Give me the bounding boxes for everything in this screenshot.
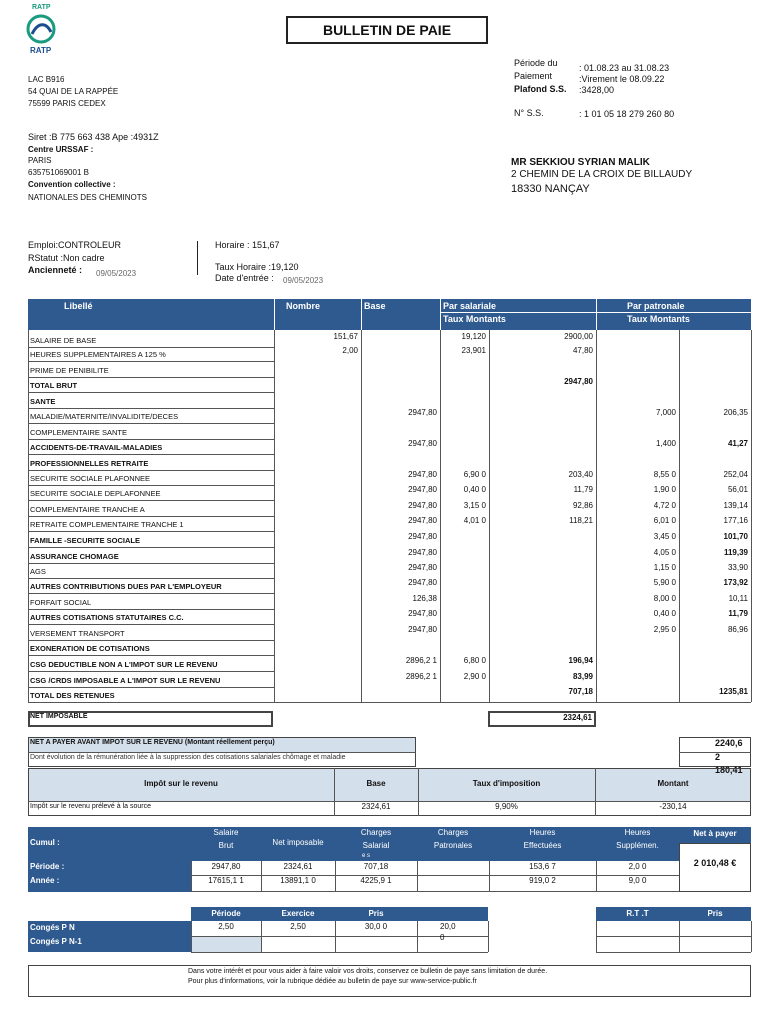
conges-solde: 20,0 xyxy=(440,922,456,931)
cumul-label: Cumul : xyxy=(30,838,60,847)
table-row-line xyxy=(28,439,274,440)
conges-line xyxy=(679,921,680,952)
table-cell-base: 2947,80 xyxy=(408,501,437,510)
impot-h-base: Base xyxy=(366,779,386,788)
period-label-periode: Période du xyxy=(514,58,558,68)
table-cell-taux-p: 8,55 0 xyxy=(653,470,676,479)
document-title: BULLETIN DE PAIE xyxy=(286,16,488,44)
cumul-annee-cell: 13891,1 0 xyxy=(280,876,316,885)
job-statut: RStatut :Non cadre xyxy=(28,253,105,263)
table-cell-montant-p: 56,01 xyxy=(727,485,748,494)
table-row-label: AUTRES CONTRIBUTIONS DUES PAR L'EMPLOYEUR xyxy=(30,582,222,591)
table-row-label: AUTRES COTISATIONS STATUTAIRES C.C. xyxy=(30,613,184,622)
table-row-label: EXONERATION DE COTISATIONS xyxy=(30,644,150,653)
table-cell-base: 2947,80 xyxy=(408,408,437,417)
net-payer-value-3: 180,41 xyxy=(715,765,743,775)
table-cell-taux-s: 0,40 0 xyxy=(463,485,486,494)
conges-h-pris2: Pris xyxy=(707,909,723,918)
table-cell-taux-p: 4,72 0 xyxy=(653,501,676,510)
hdr-divider xyxy=(361,299,362,330)
impot-row-taux: 9,90% xyxy=(495,802,518,811)
table-cell-taux-s: 4,01 0 xyxy=(463,516,486,525)
cumul-periode-label: Période : xyxy=(30,862,65,871)
table-row-label: HEURES SUPPLEMENTAIRES A 125 % xyxy=(30,350,166,359)
table-cell-base: 2947,80 xyxy=(408,470,437,479)
cumul-col-line xyxy=(596,861,597,892)
cumul-periode-cell: 2324,61 xyxy=(283,862,313,871)
table-cell-montant-p: 11,79 xyxy=(728,609,748,618)
ratp-logo xyxy=(22,4,62,56)
table-cell-taux-p: 0,40 0 xyxy=(653,609,676,618)
table-cell-base: 2947,80 xyxy=(408,548,437,557)
table-row-line xyxy=(28,347,274,348)
table-cell-taux-p: 1,90 0 xyxy=(653,485,676,494)
table-row-label: COMPLEMENTAIRE TRANCHE A xyxy=(30,505,145,514)
table-cell-montant-p: 1235,81 xyxy=(719,687,748,696)
convention-label: Convention collective : xyxy=(28,180,116,189)
table-cell-montant-p: 119,39 xyxy=(723,548,748,557)
urssaf-number: 635751069001 B xyxy=(28,168,89,177)
period-label-plafond: Plafond S.S. xyxy=(514,84,567,94)
cumul-annee-cell: 919,0 2 xyxy=(529,876,556,885)
table-cell-base: 2896,2 1 xyxy=(405,656,437,665)
table-cell-base: 2947,80 xyxy=(408,485,437,494)
table-row-line xyxy=(28,531,274,532)
table-cell-base: 2947,80 xyxy=(408,532,437,541)
col-taux-montants-p: Taux Montants xyxy=(627,314,690,324)
net-payer-divider xyxy=(28,752,416,753)
table-row-line xyxy=(28,655,274,656)
table-row-line xyxy=(28,593,274,594)
cumul-h-netpay: Net à payer xyxy=(693,829,737,838)
hdr-divider xyxy=(440,299,441,330)
cumul-annee-cell: 17615,1 1 xyxy=(208,876,244,885)
col-base: Base xyxy=(364,301,386,311)
employer-line-2: 54 QUAI DE LA RAPPÉE xyxy=(28,87,119,96)
convention-value: NATIONALES DES CHEMINOTS xyxy=(28,193,147,202)
table-cell-taux-p: 6,01 0 xyxy=(653,516,676,525)
table-row-line xyxy=(28,516,274,517)
col-par-patronale: Par patronale xyxy=(627,301,685,311)
net-payer-value-2: 2 xyxy=(715,752,721,762)
table-row-line xyxy=(28,454,274,455)
cumul-col-line xyxy=(417,861,418,892)
conges-n1-cell xyxy=(191,936,261,952)
table-cell-montant-s: 47,80 xyxy=(572,346,593,355)
table-row-label: FORFAIT SOCIAL xyxy=(30,598,92,607)
table-cell-taux-p: 2,95 0 xyxy=(653,625,676,634)
job-separator xyxy=(197,241,198,275)
conges-line xyxy=(417,921,418,952)
footer-line-2: Pour plus d'informations, voir la rubrique dédiée au bulletin de paye sur www-service-public.fr xyxy=(188,978,477,985)
col-par-salariale: Par salariale xyxy=(443,301,497,311)
urssaf-city: PARIS xyxy=(28,156,52,165)
job-anciennete-value: 09/05/2023 xyxy=(96,269,137,278)
table-cell-montant-p: 139,14 xyxy=(723,501,748,510)
table-row-label: CSG DEDUCTIBLE NON A L'IMPOT SUR LE REVENU xyxy=(30,660,218,669)
table-cell-taux-s: 19,120 xyxy=(461,332,486,341)
table-cell-taux-p: 7,000 xyxy=(655,408,676,417)
table-column-line xyxy=(751,330,752,702)
job-emploi: Emploi:CONTROLEUR xyxy=(28,240,122,250)
table-cell-montant-p: 10,11 xyxy=(728,594,748,603)
cumul-netpay-value: 2 010,48 € xyxy=(693,858,737,868)
employer-line-1: LAC B916 xyxy=(28,75,65,84)
cumul-annee-cell: 4225,9 1 xyxy=(360,876,392,885)
hdr-divider xyxy=(596,299,597,330)
net-payer-note: Dont évolution de la rémunération liée à la suppression des cotisations salariales chômage et maladie xyxy=(30,754,346,761)
table-row-label: SECURITE SOCIALE DEPLAFONNEE xyxy=(30,489,161,498)
net-payer-value-1: 2240,6 xyxy=(715,738,743,748)
table-row-line xyxy=(28,485,274,486)
employee-address-2: 18330 NANÇAY xyxy=(511,183,590,195)
cumul-h-salaire2: Brut xyxy=(218,841,234,850)
cumul-h-salaire1: Salaire xyxy=(213,828,239,837)
table-cell-base: 2947,80 xyxy=(408,625,437,634)
table-row-label: RETRAITE COMPLEMENTAIRE TRANCHE 1 xyxy=(30,520,184,529)
table-row-line xyxy=(28,687,274,688)
impot-row-base: 2324,61 xyxy=(361,802,391,811)
net-imposable-label: NET IMPOSABLE xyxy=(30,713,88,720)
table-row-line xyxy=(28,671,274,672)
table-cell-base: 2947,80 xyxy=(408,578,437,587)
period-value-paiement: :Virement le 08.09.22 xyxy=(579,74,665,84)
period-label-ss: N° S.S. xyxy=(514,108,544,118)
job-anciennete-label: Ancienneté : xyxy=(28,265,83,275)
cumul-h-charges2: Salarial xyxy=(362,841,390,850)
cumul-col-line xyxy=(191,861,192,892)
table-cell-taux-s: 6,90 0 xyxy=(463,470,486,479)
table-row-line xyxy=(28,361,274,362)
table-cell-montant-s: 203,40 xyxy=(568,470,593,479)
logo-top-text: RATP xyxy=(32,4,51,11)
table-cell-nombre: 151,67 xyxy=(333,332,358,341)
table-row-label: CSG /CRDS IMPOSABLE A L'IMPOT SUR LE REVENU xyxy=(30,676,221,685)
period-value-periode: : 01.08.23 au 31.08.23 xyxy=(579,63,670,73)
table-cell-taux-p: 8,00 0 xyxy=(653,594,676,603)
table-row-line xyxy=(28,423,274,424)
table-cell-montant-p: 206,35 xyxy=(723,408,748,417)
table-bottom-line xyxy=(28,702,751,703)
table-row-line xyxy=(28,408,274,409)
table-cell-montant-s: 83,99 xyxy=(572,672,593,681)
col-taux-montants-s: Taux Montants xyxy=(443,314,506,324)
cumul-h-charges3: e s xyxy=(361,853,370,859)
table-row-line xyxy=(28,624,274,625)
table-row-label: SECURITE SOCIALE PLAFONNEE xyxy=(30,474,151,483)
conges-h-exercice: Exercice xyxy=(281,909,315,918)
table-row-label: TOTAL DES RETENUES xyxy=(30,691,115,700)
impot-row-label: Impôt sur le revenu prélevé à la source xyxy=(30,803,152,810)
table-cell-montant-s: 707,18 xyxy=(568,687,593,696)
conges-line xyxy=(191,952,488,953)
table-cell-montant-p: 177,16 xyxy=(723,516,748,525)
conges-line xyxy=(596,936,751,937)
logo-bottom-text: RATP xyxy=(30,46,52,55)
table-row-label: MALADIE/MATERNITE/INVALIDITE/DECES xyxy=(30,412,179,421)
table-cell-taux-s: 23,901 xyxy=(461,346,486,355)
conges-solde-2: 0 xyxy=(440,933,445,942)
table-row-line xyxy=(28,500,274,501)
conges-line xyxy=(596,952,751,953)
table-cell-base: 2947,80 xyxy=(408,609,437,618)
table-cell-taux-p: 5,90 0 xyxy=(653,578,676,587)
period-value-ss: : 1 01 05 18 279 260 80 xyxy=(579,109,675,119)
table-cell-montant-s: 92,86 xyxy=(572,501,593,510)
table-cell-base: 2947,80 xyxy=(408,563,437,572)
cumul-h-hsup1: Heures xyxy=(624,828,651,837)
table-row-line xyxy=(28,377,274,378)
impot-h-taux: Taux d'imposition xyxy=(472,779,541,788)
conges-pris: 30,0 0 xyxy=(364,922,388,931)
table-cell-taux-s: 2,90 0 xyxy=(463,672,486,681)
table-row-line xyxy=(28,578,274,579)
hdr-divider xyxy=(274,299,275,330)
net-imposable-value: 2324,61 xyxy=(563,713,592,722)
conges-h-pris: Pris xyxy=(368,909,384,918)
cumul-col-line xyxy=(261,861,262,892)
table-row-label: PROFESSIONNELLES RETRAITE xyxy=(30,459,149,468)
employer-siret: Siret :B 775 663 438 Ape :4931Z xyxy=(28,132,159,142)
col-libelle: Libellé xyxy=(64,301,93,311)
period-value-plafond: :3428,00 xyxy=(579,85,615,95)
table-cell-taux-p: 3,45 0 xyxy=(653,532,676,541)
conges-line xyxy=(488,921,489,952)
table-cell-montant-p: 41,27 xyxy=(727,439,748,448)
table-column-line xyxy=(274,330,275,702)
cumul-line xyxy=(191,891,679,892)
table-cell-nombre: 2,00 xyxy=(342,346,358,355)
table-row-line xyxy=(28,547,274,548)
table-cell-montant-s: 2900,00 xyxy=(564,332,593,341)
period-label-paiement: Paiement xyxy=(514,71,553,81)
table-cell-taux-p: 1,15 0 xyxy=(653,563,676,572)
cumul-h-chpat2: Patronales xyxy=(433,841,473,850)
table-cell-montant-s: 11,79 xyxy=(573,485,593,494)
cumul-col-line xyxy=(489,861,490,892)
cumul-h-chpat1: Charges xyxy=(437,828,469,837)
cumul-h-hsup2: Supplémen. xyxy=(616,841,659,850)
employee-name: MR SEKKIOU SYRIAN MALIK xyxy=(511,157,650,168)
cumul-h-heures1: Heures xyxy=(529,828,556,837)
cumul-line xyxy=(191,875,679,876)
job-taux-horaire: Taux Horaire :19,120 xyxy=(215,262,299,272)
conges-periode: 2,50 xyxy=(218,922,234,931)
cumul-h-heures2: Effectuées xyxy=(523,841,562,850)
table-cell-taux-s: 3,15 0 xyxy=(463,501,486,510)
cumul-h-net: Net imposable xyxy=(272,838,324,847)
table-row-line xyxy=(28,392,274,393)
table-row-label: COMPLEMENTAIRE SANTE xyxy=(30,428,127,437)
conges-line xyxy=(751,921,752,952)
table-row-label: AGS xyxy=(30,567,46,576)
table-row-line xyxy=(28,640,274,641)
table-cell-montant-s: 118,21 xyxy=(569,516,593,525)
table-cell-montant-p: 86,96 xyxy=(727,625,748,634)
cumul-periode-cell: 153,6 7 xyxy=(529,862,556,871)
job-horaire: Horaire : 151,67 xyxy=(215,240,280,250)
table-row-label: VERSEMENT TRANSPORT xyxy=(30,629,125,638)
table-row-label: SALAIRE DE BASE xyxy=(30,336,97,345)
table-cell-montant-p: 101,70 xyxy=(723,532,748,541)
footer-line-1: Dans votre intérêt et pour vous aider à faire valoir vos droits, conservez ce bulletin de paye sans limitation de durée. xyxy=(188,968,548,975)
table-row-label: ASSURANCE CHOMAGE xyxy=(30,552,119,561)
conges-row1-label: Congés P N xyxy=(30,923,75,932)
table-row-label: ACCIDENTS-DE-TRAVAIL-MALADIES xyxy=(30,443,163,452)
conges-exercice: 2,50 xyxy=(290,922,306,931)
cumul-h-charges1: Charges xyxy=(360,828,392,837)
net-payer-label: NET A PAYER AVANT IMPOT SUR LE REVENU (Montant réellement perçu) xyxy=(30,739,275,746)
table-row-line xyxy=(28,470,274,471)
employer-line-3: 75599 PARIS CEDEX xyxy=(28,99,106,108)
table-cell-base: 2896,2 1 xyxy=(405,672,437,681)
cumul-annee-cell: 9,0 0 xyxy=(628,876,647,885)
table-cell-montant-s: 196,94 xyxy=(568,656,593,665)
conges-h-periode: Période xyxy=(211,909,241,918)
hdr-divider xyxy=(440,312,751,313)
conges-h-rtt: R.T .T xyxy=(626,909,649,918)
table-row-line xyxy=(28,563,274,564)
table-cell-base: 2947,80 xyxy=(408,516,437,525)
urssaf-label: Centre URSSAF : xyxy=(28,145,94,154)
job-date-entree-label: Date d'entrée : xyxy=(215,273,274,283)
table-cell-taux-s: 6,80 0 xyxy=(463,656,486,665)
table-row-line xyxy=(28,609,274,610)
logo-mark-icon xyxy=(26,14,56,44)
cumul-col-line xyxy=(335,861,336,892)
table-row-label: TOTAL BRUT xyxy=(30,381,78,390)
table-cell-montant-p: 33,90 xyxy=(727,563,748,572)
col-nombre: Nombre xyxy=(286,301,321,311)
impot-h-montant: Montant xyxy=(657,779,689,788)
cumul-annee-label: Année : xyxy=(30,876,60,885)
table-row-label: PRIME DE PENIBILITE xyxy=(30,366,109,375)
job-date-entree-value: 09/05/2023 xyxy=(283,276,324,285)
conges-row2-label: Congés P N-1 xyxy=(30,937,82,946)
table-row-label: SANTE xyxy=(30,397,56,406)
table-cell-base: 2947,80 xyxy=(408,439,437,448)
table-cell-taux-p: 1,400 xyxy=(655,439,676,448)
table-row-label: FAMILLE -SECURITE SOCIALE xyxy=(30,536,141,545)
impot-h-label: Impôt sur le revenu xyxy=(144,779,218,788)
table-cell-montant-p: 252,04 xyxy=(723,470,748,479)
table-cell-taux-p: 4,05 0 xyxy=(653,548,676,557)
conges-line xyxy=(596,921,597,952)
employee-address-1: 2 CHEMIN DE LA CROIX DE BILLAUDY xyxy=(511,169,693,180)
impot-row-montant: -230,14 xyxy=(659,802,687,811)
table-cell-montant-s: 2947,80 xyxy=(564,377,593,386)
table-cell-montant-p: 173,92 xyxy=(723,578,748,587)
cumul-periode-cell: 2947,80 xyxy=(211,862,241,871)
cumul-periode-cell: 707,18 xyxy=(363,862,389,871)
cumul-periode-cell: 2,0 0 xyxy=(628,862,647,871)
table-cell-base: 126,38 xyxy=(412,594,437,603)
